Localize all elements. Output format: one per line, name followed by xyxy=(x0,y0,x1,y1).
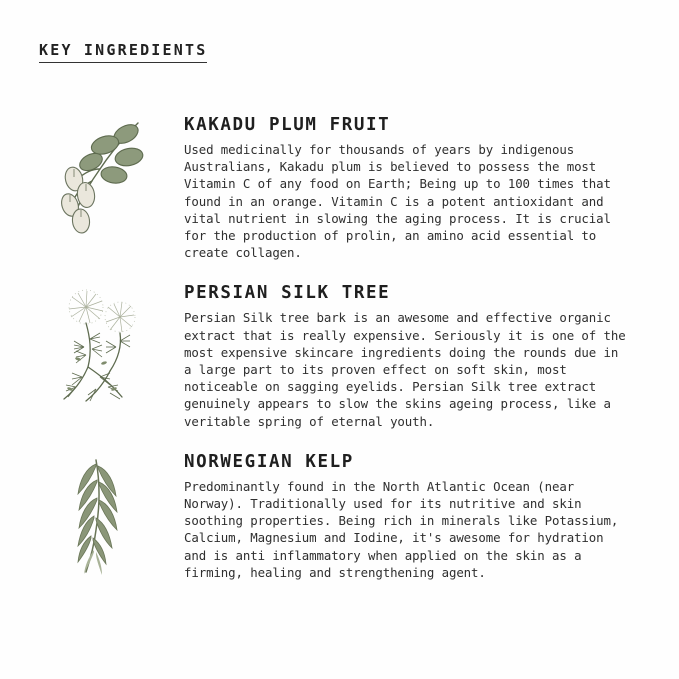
ingredient-name: KAKADU PLUM FRUIT xyxy=(184,115,391,135)
page-title: KEY INGREDIENTS xyxy=(39,41,207,63)
ingredient-text-persian-silk-tree xyxy=(184,283,635,429)
ingredient-section-persian-silk-tree xyxy=(34,283,635,429)
ingredient-description: Persian Silk tree bark is an awesome and effective organic extract that is really expensive. Seriously it is one of the most expensive skincare ingredients doing the rounds due in a large part to its proven effect on soft skin, most noticeable on sagging eyelids. Persian Silk tree extract genuinely appears to slow the skins ageing process, like a veritable spring of eternal youth. xyxy=(184,310,626,429)
ingredient-name: PERSIAN SILK TREE xyxy=(184,283,391,304)
norwegian-kelp-frond-illustration xyxy=(34,454,184,589)
persian-silk-tree-flower-illustration xyxy=(34,289,184,424)
ingredient-text-kakadu-plum-fruit xyxy=(184,115,635,261)
ingredient-section-kakadu-plum-fruit xyxy=(34,115,635,261)
ingredient-section-norwegian-kelp xyxy=(34,452,635,589)
kakadu-plum-branch-illustration xyxy=(34,117,184,252)
ingredient-name: NORWEGIAN KELP xyxy=(184,451,354,472)
ingredient-description: Predominantly found in the North Atlantic Ocean (near Norway). Traditionally used for its nutritive and skin soothing properties. Being rich in minerals like Potassium, Calcium, Magnesium and Iodine, it's awesome for hydration and is anti inflammatory when applied on the skin as a firming, healing and strengthening agent. xyxy=(184,478,619,580)
ingredient-description: Used medicinally for thousands of years by indigenous Australians, Kakadu plum is believed to possess the most Vitamin C of any food on Earth; Being up to 100 times that found in an orange. Vitamin C is a potent antioxidant and vital nutrient in slowing the aging process. It is crucial for the production of prolin, an amino acid essential to create collagen. xyxy=(184,142,611,261)
ingredient-text-norwegian-kelp xyxy=(184,452,635,581)
